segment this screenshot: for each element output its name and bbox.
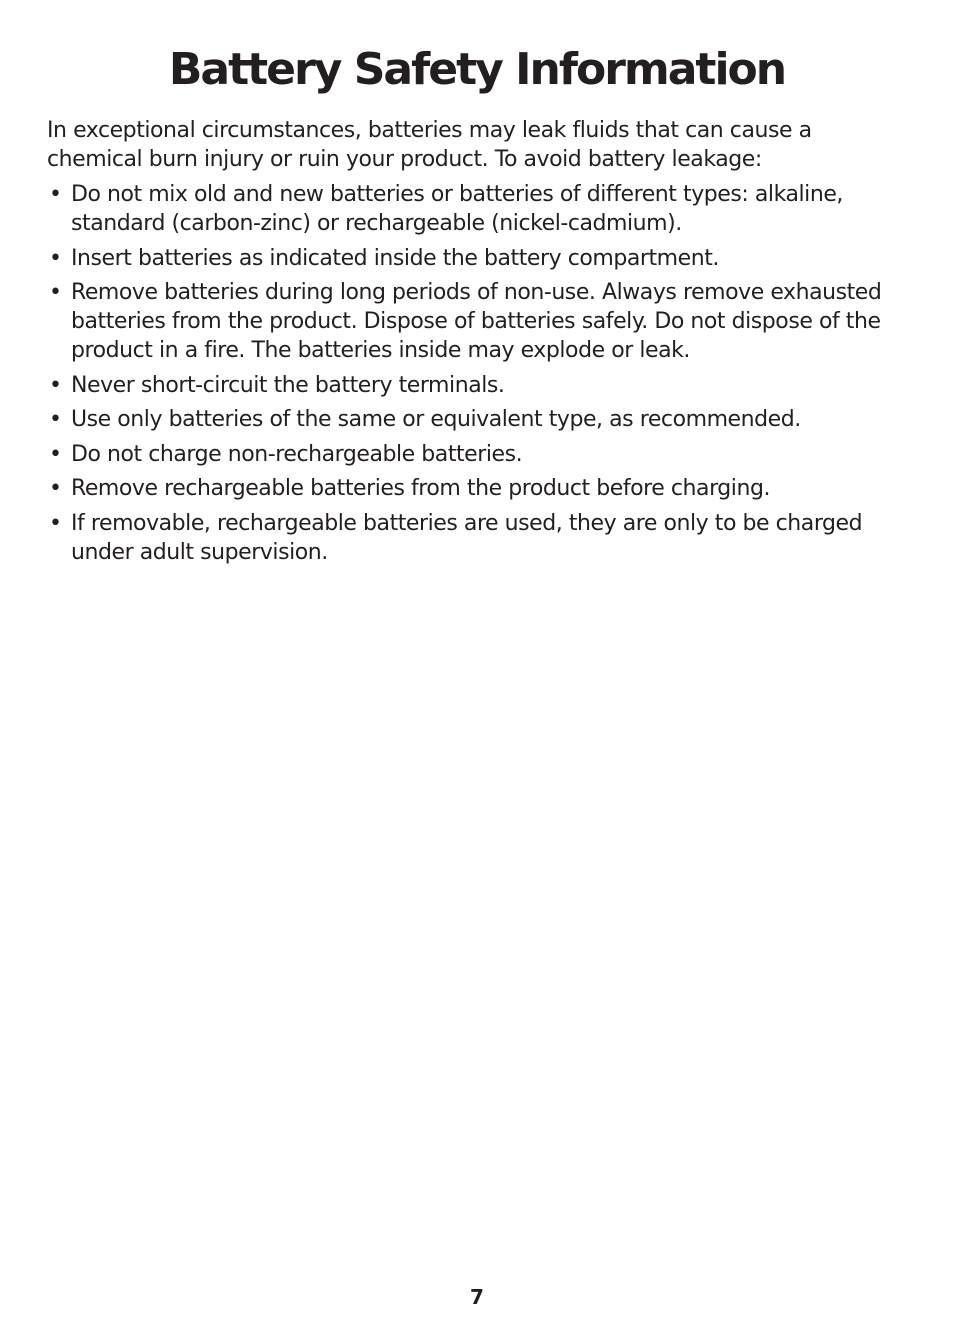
list-item (47, 509, 917, 567)
page-title: Battery Safety Information (168, 44, 786, 95)
bullet-icon: • (49, 407, 62, 432)
page-number: 7 (470, 1285, 484, 1309)
list-item-text: Insert batteries as indicated inside the battery compartment. (71, 245, 719, 271)
list-item-text: Do not charge non-rechargeable batteries. (71, 441, 523, 467)
list-item-text: Remove batteries during long periods of non-use. Always remove exhausted batteries from the product. Dispose of batteries safely. Do not dispose of the product in a fire. The batteries inside may explode or leak. (71, 280, 882, 363)
bullet-icon: • (49, 245, 62, 271)
bullet-icon: • (49, 476, 62, 501)
bullet-icon: • (49, 372, 62, 398)
list-item (47, 244, 917, 273)
list-item-text: If removable, rechargeable batteries are used, they are only to be charged under adult supervision. (71, 510, 863, 565)
list-item (47, 278, 917, 365)
list-item (47, 405, 917, 434)
safety-bullet-list (47, 180, 917, 572)
bullet-icon: • (49, 510, 62, 536)
list-item (47, 440, 917, 469)
list-item-text: Never short-circuit the battery terminals. (71, 372, 505, 398)
bullet-icon: • (49, 441, 62, 467)
list-item (47, 180, 917, 238)
list-item-text: Do not mix old and new batteries or batteries of different types: alkaline, standard (carbon-zinc) or rechargeable (nickel-cadmium). (71, 182, 843, 236)
list-item (47, 371, 917, 400)
bullet-icon: • (49, 182, 62, 207)
bullet-icon: • (49, 280, 62, 305)
list-item-text: Use only batteries of the same or equivalent type, as recommended. (71, 407, 801, 432)
list-item-text: Remove rechargeable batteries from the product before charging. (71, 476, 771, 501)
list-item (47, 474, 917, 503)
intro-paragraph: In exceptional circumstances, batteries may leak fluids that can cause a chemical burn injury or ruin your product. To avoid battery leakage: (47, 118, 812, 172)
